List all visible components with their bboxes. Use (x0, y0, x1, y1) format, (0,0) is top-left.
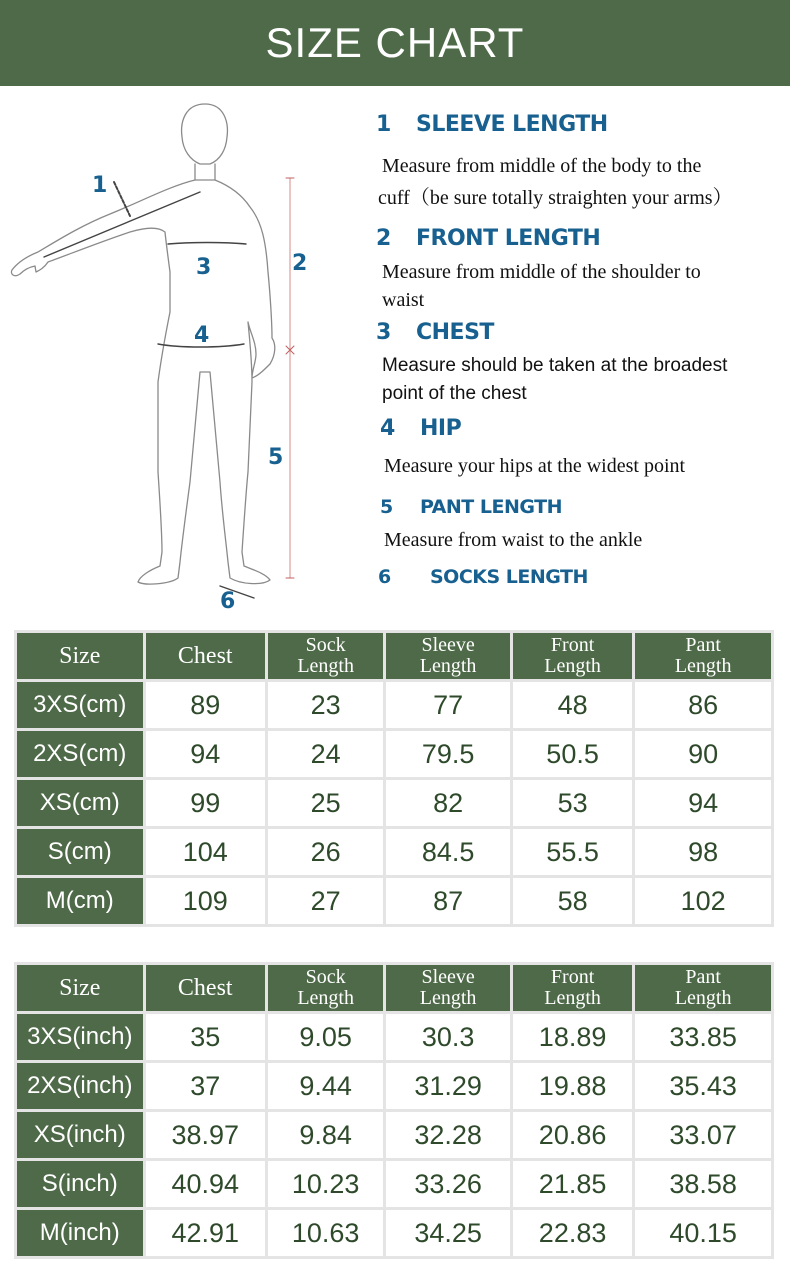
header-pant-length: Pant Length (635, 965, 771, 1011)
table-row (17, 1210, 771, 1256)
sock-length-cell: 10.63 (268, 1210, 383, 1256)
pant-length-heading: 5 PANT LENGTH (380, 496, 562, 518)
sleeve-length-desc-2: cuff（be sure totally straighten your arms） (378, 187, 733, 209)
header-sock-length: Sock Length (268, 965, 383, 1011)
size-table-inch (14, 962, 774, 1259)
header-sock-length: Sock Length (268, 633, 383, 679)
sleeve-length-heading: 1 SLEEVE LENGTH (376, 112, 608, 137)
front-length-cell: 58 (513, 878, 632, 924)
size-cell: 2XS(inch) (17, 1063, 143, 1109)
front-length-cell: 22.83 (513, 1210, 632, 1256)
table-row (17, 1112, 771, 1158)
body-outline (11, 180, 274, 584)
sock-length-cell: 23 (268, 682, 383, 728)
title-banner (0, 0, 790, 86)
pant-length-cell: 33.07 (635, 1112, 771, 1158)
front-length-cell: 53 (513, 780, 632, 826)
figure-label-3: 3 (196, 255, 212, 280)
header-size: Size (17, 633, 143, 679)
figure-label-5: 5 (268, 445, 284, 470)
measurement-legend (376, 100, 786, 600)
pant-length-cell: 38.58 (635, 1161, 771, 1207)
page-title: SIZE CHART (265, 19, 525, 66)
pant-length-cell: 33.85 (635, 1014, 771, 1060)
figure-label-4: 4 (194, 323, 210, 348)
hip-desc-1: Measure your hips at the widest point (384, 455, 686, 477)
sock-length-cell: 27 (268, 878, 383, 924)
front-length-desc-1: Measure from middle of the shoulder to (382, 261, 701, 283)
figure-label-2: 2 (292, 251, 308, 276)
pant-length-cell: 35.43 (635, 1063, 771, 1109)
table-header-row (17, 965, 771, 1011)
sleeve-length-cell: 34.25 (386, 1210, 510, 1256)
sleeve-length-cell: 84.5 (386, 829, 510, 875)
sleeve-length-cell: 30.3 (386, 1014, 510, 1060)
header-sleeve-length: Sleeve Length (386, 965, 510, 1011)
size-cell: 2XS(cm) (17, 731, 143, 777)
pant-length-desc-1: Measure from waist to the ankle (384, 529, 643, 551)
table-row (17, 682, 771, 728)
table-row (17, 878, 771, 924)
pant-length-cell: 94 (635, 780, 771, 826)
socks-length-heading: 6 SOCKS LENGTH (378, 566, 588, 588)
size-cell: M(cm) (17, 878, 143, 924)
chest-cell: 99 (146, 780, 265, 826)
arm-inner-line (44, 192, 200, 257)
front-length-cell: 20.86 (513, 1112, 632, 1158)
sleeve-length-cell: 33.26 (386, 1161, 510, 1207)
sock-length-cell: 9.84 (268, 1112, 383, 1158)
pant-length-cell: 40.15 (635, 1210, 771, 1256)
header-chest: Chest (146, 633, 265, 679)
sock-length-cell: 9.44 (268, 1063, 383, 1109)
chest-cell: 40.94 (146, 1161, 265, 1207)
sock-length-cell: 26 (268, 829, 383, 875)
sleeve-length-cell: 79.5 (386, 731, 510, 777)
pant-length-cell: 98 (635, 829, 771, 875)
hip-heading: 4 HIP (380, 416, 462, 441)
pant-length-cell: 102 (635, 878, 771, 924)
size-cell: S(cm) (17, 829, 143, 875)
header-front-length: Front Length (513, 633, 632, 679)
neck-outline (195, 164, 215, 180)
size-cell: XS(cm) (17, 780, 143, 826)
sock-length-cell: 24 (268, 731, 383, 777)
chest-cell: 37 (146, 1063, 265, 1109)
front-length-desc-2: waist (382, 289, 425, 311)
sock-length-cell: 10.23 (268, 1161, 383, 1207)
chest-cell: 109 (146, 878, 265, 924)
header-front-length: Front Length (513, 965, 632, 1011)
size-cell: 3XS(inch) (17, 1014, 143, 1060)
chest-cell: 42.91 (146, 1210, 265, 1256)
front-length-cell: 50.5 (513, 731, 632, 777)
chest-cell: 94 (146, 731, 265, 777)
table-row (17, 731, 771, 777)
sleeve-length-cell: 31.29 (386, 1063, 510, 1109)
table-row (17, 1014, 771, 1060)
size-table-cm (14, 630, 774, 927)
table-row (17, 829, 771, 875)
header-sleeve-length: Sleeve Length (386, 633, 510, 679)
size-cell: S(inch) (17, 1161, 143, 1207)
sleeve-length-cell: 87 (386, 878, 510, 924)
chest-cell: 38.97 (146, 1112, 265, 1158)
front-length-cell: 48 (513, 682, 632, 728)
chest-heading: 3 CHEST (376, 320, 494, 345)
front-length-heading: 2 FRONT LENGTH (376, 226, 601, 251)
sock-length-cell: 25 (268, 780, 383, 826)
table-row (17, 780, 771, 826)
sleeve-length-cell: 32.28 (386, 1112, 510, 1158)
front-length-cell: 21.85 (513, 1161, 632, 1207)
size-cell: XS(inch) (17, 1112, 143, 1158)
pant-length-cell: 90 (635, 731, 771, 777)
front-length-cell: 19.88 (513, 1063, 632, 1109)
sock-length-cell: 9.05 (268, 1014, 383, 1060)
front-length-cell: 18.89 (513, 1014, 632, 1060)
sleeve-length-desc-1: Measure from middle of the body to the (382, 155, 702, 177)
table-header-row (17, 633, 771, 679)
chest-cell: 89 (146, 682, 265, 728)
chest-line (168, 243, 246, 245)
head-outline (182, 104, 228, 164)
header-pant-length: Pant Length (635, 633, 771, 679)
table-row (17, 1161, 771, 1207)
chest-desc-1: Measure should be taken at the broadest (382, 355, 728, 376)
body-figure-illustration (0, 92, 340, 622)
pant-length-cell: 86 (635, 682, 771, 728)
figure-label-1: 1 (92, 173, 108, 198)
figure-label-6: 6 (220, 589, 236, 614)
header-chest: Chest (146, 965, 265, 1011)
size-cell: M(inch) (17, 1210, 143, 1256)
sleeve-length-cell: 82 (386, 780, 510, 826)
header-size: Size (17, 965, 143, 1011)
chest-cell: 104 (146, 829, 265, 875)
front-length-cell: 55.5 (513, 829, 632, 875)
table-row (17, 1063, 771, 1109)
sleeve-length-cell: 77 (386, 682, 510, 728)
chest-cell: 35 (146, 1014, 265, 1060)
size-cell: 3XS(cm) (17, 682, 143, 728)
chest-desc-2: point of the chest (382, 383, 527, 404)
